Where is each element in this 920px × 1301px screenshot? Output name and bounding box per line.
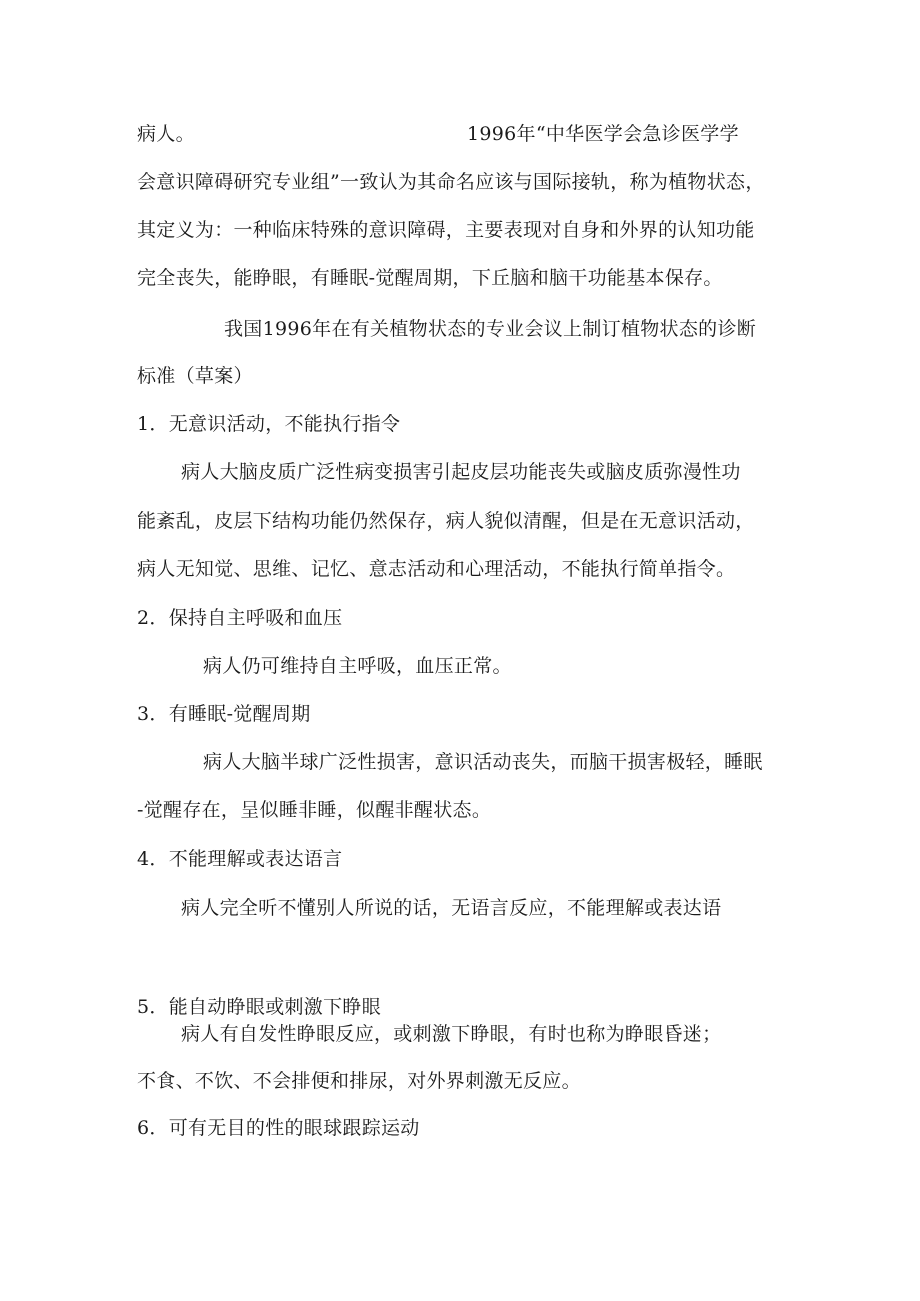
- intro-line-3: 其定义为：一种临床特殊的意识障碍，主要表现对自身和外界的认知功能: [137, 219, 755, 241]
- criterion-4-heading: 4．不能理解或表达语言: [137, 848, 343, 870]
- criterion-5-line-1: 病人有自发性睁眼反应，或刺激下睁眼，有时也称为睁眼昏迷；: [181, 1023, 722, 1045]
- criterion-1-line-3: 病人无知觉、思维、记忆、意志活动和心理活动，不能执行简单指令。: [137, 558, 736, 580]
- intro-line-1-right: 1996年“中华医学会急诊医学学: [467, 123, 739, 145]
- criterion-4-line-1: 病人完全听不懂别人所说的话，无语言反应，不能理解或表达语: [181, 897, 722, 919]
- criterion-5-line-2: 不食、不饮、不会排便和排尿，对外界刺激无反应。: [137, 1070, 581, 1092]
- intro-line-1-left: 病人。: [137, 123, 195, 145]
- criterion-2-heading: 2．保持自主呼吸和血压: [137, 607, 343, 629]
- intro-line-2: 会意识障碍研究专业组”一致认为其命名应该与国际接轨，称为植物状态，: [137, 171, 765, 193]
- criterion-5-heading: 5．能自动睁眼或刺激下睁眼: [137, 996, 381, 1018]
- criterion-6-heading: 6．可有无目的性的眼球跟踪运动: [137, 1117, 420, 1139]
- intro-line-4: 完全丧失，能睁眼，有睡眠-觉醒周期，下丘脑和脑干功能基本保存。: [137, 267, 723, 289]
- criterion-1-heading: 1．无意识活动，不能执行指令: [137, 413, 401, 435]
- criterion-1-line-1: 病人大脑皮质广泛性病变损害引起皮层功能丧失或脑皮质弥漫性功: [181, 461, 741, 483]
- standard-line-1: 我国1996年在有关植物状态的专业会议上制订植物状态的诊断: [224, 318, 757, 340]
- criterion-3-heading: 3．有睡眠-觉醒周期: [137, 703, 311, 725]
- standard-line-2: 标准（草案）: [137, 365, 253, 387]
- criterion-3-line-1: 病人大脑半球广泛性损害，意识活动丧失，而脑干损害极轻，睡眠: [203, 751, 763, 773]
- criterion-2-line-1: 病人仍可维持自主呼吸，血压正常。: [203, 655, 512, 677]
- criterion-3-line-2: -觉醒存在，呈似睡非睡，似醒非醒状态。: [137, 799, 492, 821]
- criterion-1-line-2: 能紊乱，皮层下结构功能仍然保存，病人貌似清醒，但是在无意识活动，: [137, 510, 755, 532]
